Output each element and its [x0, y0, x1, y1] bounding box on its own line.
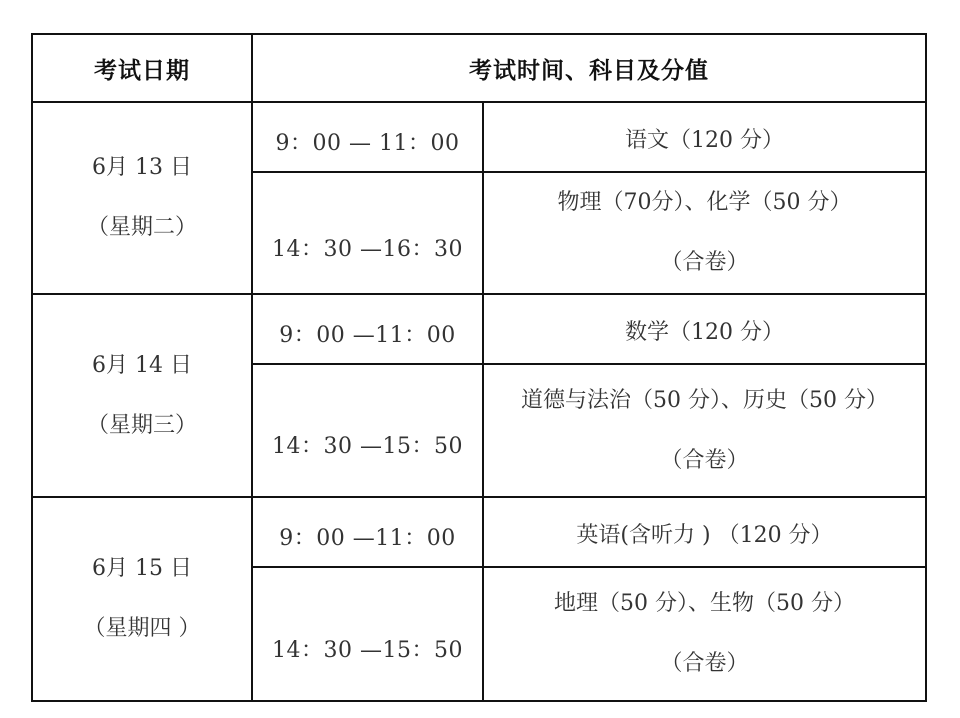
table-row	[32, 102, 926, 172]
am-subject: 语文（120 分）	[625, 128, 784, 153]
am-subject-cell	[483, 294, 926, 364]
am-subject: 英语(含听力 ) （120 分）	[576, 523, 833, 548]
exam-date: 6月 14 日	[92, 352, 192, 378]
exam-schedule-table	[31, 33, 927, 702]
pm-subject: 物理（70分）、化学（50 分）	[557, 190, 852, 215]
pm-subject: 地理（50 分）、生物（50 分）	[554, 591, 855, 616]
pm-note: （合卷）	[660, 250, 749, 275]
am-subject-cell	[483, 102, 926, 172]
pm-subject-cell	[483, 172, 926, 294]
pm-subject: 道德与法治（50 分）、历史（50 分）	[521, 387, 888, 413]
am-subject-cell	[483, 497, 926, 567]
pm-note: （合卷）	[660, 447, 749, 473]
exam-date: 6月 15 日	[92, 556, 192, 581]
pm-subject-cell	[483, 567, 926, 701]
pm-subject-cell	[483, 364, 926, 497]
date-cell	[32, 497, 252, 701]
pm-time-cell: 14：30 —16：30	[252, 172, 483, 294]
am-time-cell: 9：00 — 11：00	[252, 102, 483, 172]
am-time-cell: 9：00 —11：00	[252, 294, 483, 364]
pm-time-cell: 14：30 —15：50	[252, 364, 483, 497]
exam-date: 6月 13 日	[92, 155, 192, 180]
pm-time-cell: 14：30 —15：50	[252, 567, 483, 701]
date-cell	[32, 102, 252, 294]
am-time-cell: 9：00 —11：00	[252, 497, 483, 567]
am-subject: 数学（120 分）	[625, 320, 784, 345]
header-exam-detail: 考试时间、科目及分值	[252, 34, 926, 102]
exam-weekday: （星期三）	[86, 412, 197, 438]
pm-note: （合卷）	[660, 651, 749, 676]
table-row	[32, 294, 926, 364]
exam-weekday: （星期二）	[86, 215, 197, 240]
table-header-row	[32, 34, 926, 102]
table-row	[32, 497, 926, 567]
header-exam-date: 考试日期	[32, 34, 252, 102]
exam-weekday: （星期四 ）	[83, 616, 201, 641]
date-cell	[32, 294, 252, 497]
